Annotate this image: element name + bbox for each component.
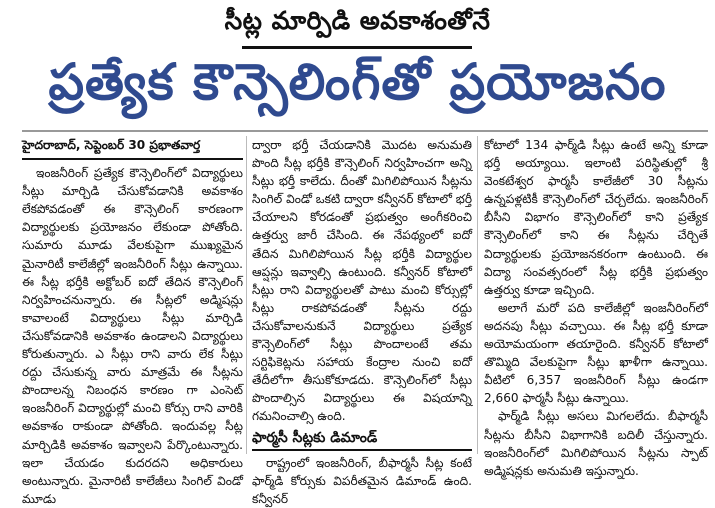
article-column-2 [252,136,472,506]
article-kicker: సీట్ల మార్పిడి అవకాశంతోనే [224,6,491,35]
paragraph: కోటాలో 134 ఫార్మ్‌డి సీట్లు ఉంటే అన్ని కూడా భర్తీ అయ్యాయి. ఇలాంటి పరిస్థితుల్లో శ్రీ వెంకటేశ్వర ఫార్మసీ కాలేజీలో 30 సీట్లను ఉన్నపళ్లటికీ కౌన్సెలింగ్‌లో చేర్చలేదు. ఇంజనీరింగ్ బీసీని విభాగం కౌన్సెలింగ్‌లో కాని ప్రత్యేక కౌన్సెలింగ్‌లో కాని ఈ సీట్లను చేర్చితే విద్యార్థులకు ప్రయోజనకరంగా ఉంటుంది. ఈ విద్యా సంవత్సరంలో సీట్ల భర్తీకి ప్రభుత్వం ఉత్తర్వు కూడా ఇచ్చింది. [484,138,708,297]
header-divider [22,130,708,132]
column-divider [477,136,478,454]
article-column-1 [22,136,243,506]
paragraph: ఫార్మ్‌డి సీట్లు అసలు మిగలలేదు. బీఫార్మసీ సీట్లను బీసీని విభాగానికి బదిలీ చేస్తున్నారు. ఇంజనీరింగ్‌లో మిగిలిపోయిన సీట్లను స్పాట్ అడ్మిషన్లకు అనుమతి ఇస్తున్నారు. [484,409,708,478]
kicker-container [0,0,715,48]
article-headline: ప్రత్యేక కౌన్సెలింగ్‌తో ప్రయోజనం [48,52,667,111]
article-subheading: ఫార్మసీ సీట్లకు డిమాండ్ [252,427,472,451]
article-dateline: హైదరాబాద్, సెప్టెంబర్ 30 ప్రభాతవార్త [22,136,243,160]
paragraph: ఇంజనీరింగ్ ప్రత్యేక కౌన్సెలింగ్‌లో విద్యార్థులు సీట్లు మార్చిడి చేసుకోవడానికి అవకాశం లేకపోవడంతో ఈ కౌన్సెలింగ్ కారణంగా విద్యార్థులకు ప్రయోజనం లేకుండా పోతోంది. సుమారు మూడు వేలకుపైగా ముఖ్యమైన మైనారిటీ కాలేజీల్లో ఇంజనీరింగ్ సీట్లు ఉన్నాయి. ఈ సీట్ల భర్తీకి అక్టోబర్ ఐదో తేదిన కౌన్సెలింగ్ నిర్వహించనున్నారు. ఈ సీట్లలో అడ్మిషన్లు కావాలంటే విద్యార్థులు సీట్లు మార్చిడి చేసుకోవడానికి అవకాశం ఉండాలని విద్యార్థులు కోరుతున్నారు. ఎ సీట్లు రాని వారు లేక సీట్లు రద్దు చేసుకున్న వారు మాత్రమే ఈ సీట్లను పొందాలన్న నిబంధన కారణం గా ఎంసెట్ ఇంజనీరింగ్ విద్యార్థుల్లో మంచి కోర్సు రాని వారికి అవకాశం రాకుండా పోతోంది. ఇందువల్ల సీట్ల మార్చిడికి అవకాశం ఇవ్వాలని పేర్కొంటున్నారు. ఇలా చేయడం కుదరదని అధికారులు అంటున్నారు. మైనారిటీ కాలేజీలు సింగిల్ విండో మూడు [22,166,243,506]
paragraph: అలాగే మరో పది కాలేజీల్లో ఇంజనీరింగ్‌లో అదనపు సీట్లు వచ్చాయి. ఈ సీట్ల భర్తీ కూడా అయోమయంగా తయారైంది. కన్వీనర్ కోటాలో తొమ్మిది వేలకుపైగా సీట్లు ఖాళీగా ఉన్నాయి. వీటిలో 6,357 ఇంజనీరింగ్ సీట్లు ఉండగా 2,660 ఫార్మసీ సీట్లు ఉన్నాయి. [484,300,708,406]
headline-container [0,48,715,128]
article-column-3 [484,136,708,478]
column-divider [246,136,247,454]
paragraph: రాష్ట్రంలో ఇంజనీరింగ్, బీఫార్మసీ సీట్ల కంటే ఫార్మ్‌డి కోర్సుకు విపరీతమైన డిమాండ్ ఉంది. కన్వీనర్ [252,455,472,506]
paragraph: ద్వారా భర్తీ చేయడానికి మొదట అనుమతి పొంది సీట్ల భర్తీకి కౌన్సెలింగ్ నిర్వహించగా అన్ని సీట్లు భర్తీ కాలేదు. దీంతో మిగిలిపోయిన సీట్లను సింగిల్ విండో ఒకటి ద్వారా కన్వీనర్ కోటాలో భర్తీ చేయాలని కోరడంతో ప్రభుత్వం అంగీకరించి ఉత్తర్వు జారీ చేసింది. ఈ నేపథ్యంలో ఐదో తేదిన మిగిలిపోయిన సీట్ల భర్తీకి విద్యార్థుల ఆప్షన్లు ఇవ్వాల్సి ఉంటుంది. కన్వీనర్ కోటాలో సీట్లు రాని విద్యార్థులతో పాటు మంచి కోర్సుల్లో సీట్లు రాకపోవడంతో సీట్లను రద్దు చేసుకోవాలనుకునే విద్యార్థులు ప్రత్యేక కౌన్సెలింగ్‌లో సీట్లు పొందాలంటే తమ సర్టిఫికెట్లను సహాయ కేంద్రాల నుంచి ఐదో తేదీలోగా తీసుకోకూడదు. కౌన్సెలింగ్‌లో సీట్లు పొందాల్సిన విద్యార్థులు ఈ విషయాన్ని గమనించాల్సి ఉంది. [252,138,472,424]
